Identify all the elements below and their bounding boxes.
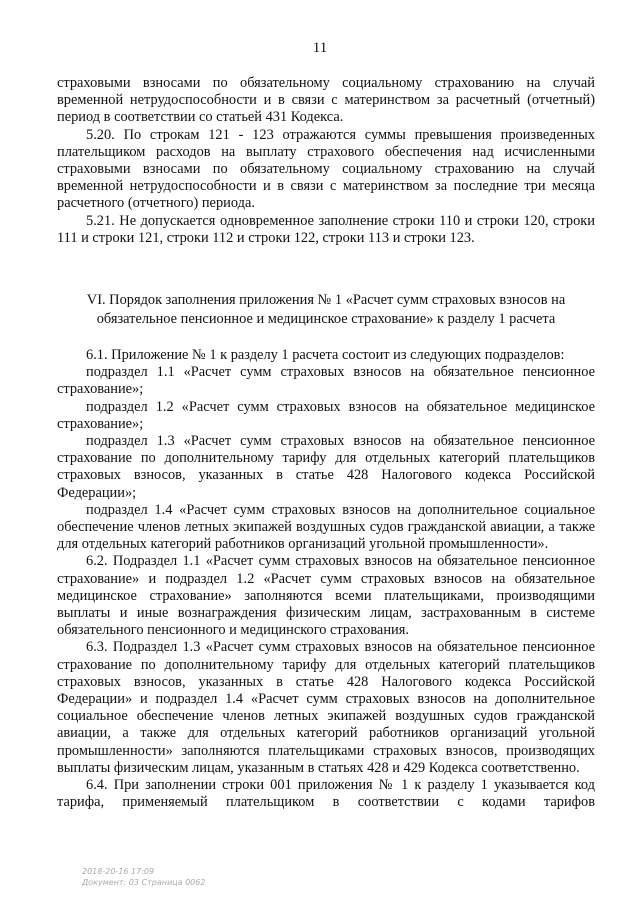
page-number: 11: [312, 40, 328, 56]
print-stamp-line-1: 2018-20-16 17:09: [82, 867, 155, 876]
paragraph-5-19-end: страховыми взносами по обязательному социальному страхованию на случай временной нетрудоспособности и в связи с материнством за расчетный (отчетный) период в соответствии со статьей 431 Кодекса.: [57, 75, 595, 126]
print-stamp-line-2: Документ: 03 Страница 0062: [82, 878, 206, 887]
section-6-body: [57, 347, 595, 811]
subsection-1-2-item: подраздел 1.2 «Расчет сумм страховых взносов на обязательное медицинское страхование»;: [57, 398, 595, 432]
paragraph-6-3: 6.3. Подраздел 1.3 «Расчет сумм страховых взносов на обязательное пенсионное страхование по дополнительному тарифу для отдельных категорий плательщиков страховых взносов, указанных в статье 428 Налогового кодекса Российской Федерации» и подраздел 1.4 «Расчет сумм страховых взносов на дополнительное социальное обеспечение членов летных экипажей воздушных судов гражданской авиации, а также для отдельных категорий работников организаций угольной промышленности» заполняются плательщиками страховых взносов, производящих выплаты физическим лицам, указанным в статьях 428 и 429 Кодекса соответственно.: [57, 639, 595, 776]
paragraph-5-21: 5.21. Не допускается одновременное заполнение строки 110 и строки 120, строки 111 и строки 121, строки 112 и строки 122, строки 113 и строки 123.: [57, 212, 595, 246]
subsection-1-1-item: подраздел 1.1 «Расчет сумм страховых взносов на обязательное пенсионное страхование»;: [57, 364, 595, 398]
paragraph-6-4: 6.4. При заполнении строки 001 приложения № 1 к разделу 1 указывается код тарифа, применяемый плательщиком в соответствии с кодами тарифов: [57, 777, 595, 811]
subsection-1-3-item: подраздел 1.3 «Расчет сумм страховых взносов на обязательное пенсионное страхование по дополнительному тарифу для отдельных категорий плательщиков страховых взносов, указанных в статье 428 Налогового кодекса Российской Федерации»;: [57, 433, 595, 501]
paragraph-6-2: 6.2. Подраздел 1.1 «Расчет сумм страховых взносов на обязательное пенсионное страхование» и подраздел 1.2 «Расчет сумм страховых взносов на обязательное медицинское страхование» заполняются всеми плательщиками, производящими выплаты и иные вознаграждения физическим лицам, застрахованным в системе обязательного пенсионного и медицинского страхования.: [57, 553, 595, 639]
section-5-continuation: [57, 75, 595, 247]
section-heading-vi: VI. Порядок заполнения приложения № 1 «Расчет сумм страховых взносов на обязательное пенсионное и медицинское страхование» к разделу 1 расчета: [86, 292, 566, 327]
paragraph-6-1: 6.1. Приложение № 1 к разделу 1 расчета состоит из следующих подразделов:: [86, 347, 565, 363]
subsection-1-4-item: подраздел 1.4 «Расчет сумм страховых взносов на дополнительное социальное обеспечение членов летных экипажей воздушных судов гражданской авиации, а также для отдельных категорий работников организаций угольной промышленности».: [57, 501, 595, 553]
paragraph-5-20: 5.20. По строкам 121 - 123 отражаются суммы превышения произведенных плательщиком расходов на выплату страхового обеспечения над исчисленными страховыми взносами по обязательному социальному страхованию на случай временной нетрудоспособности и в связи с материнством за последние три месяца расчетного (отчетного) периода.: [57, 126, 595, 212]
print-stamp: [82, 866, 205, 888]
